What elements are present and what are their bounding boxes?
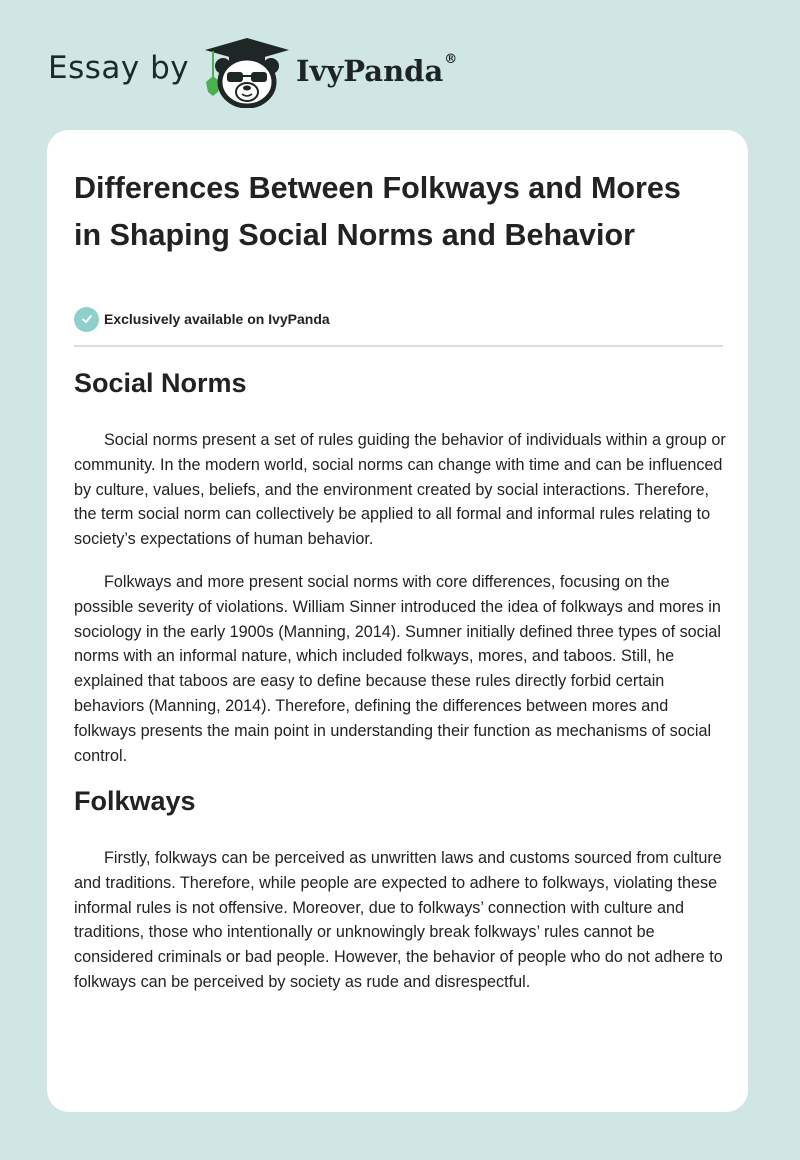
essay-card — [47, 130, 748, 1112]
brand-name[interactable] — [296, 54, 457, 88]
registered-mark: ® — [444, 52, 458, 67]
site-header — [0, 0, 800, 130]
paragraph: Folkways and more present social norms with core differences, focusing on the possible severity of violations. William Sinner introduced the idea of folkways and mores in sociology in the early 1900s (Manning, 2014). Sumner initially defined three types of social norms with an informal nature, which included folkways, mores, and taboos. Still, he explained that taboos are easy to define because these rules directly forbid certain behaviors (Manning, 2014). Therefore, defining the differences between mores and folkways presents the main point in understanding their function as mechanisms of social control. — [74, 573, 721, 765]
paragraph: Firstly, folkways can be perceived as unwritten laws and customs sourced from culture and traditions. Therefore, while people are expected to adhere to folkways, violating these informal rules is not offensive. Moreover, due to folkways’ connection with culture and traditions, those who intentionally or unknowingly break folkways’ rules cannot be considered criminals or bad people. However, the behavior of people who do not adhere to folkways can be perceived by society as rude and disrespectful. — [74, 849, 723, 991]
section-heading-folkways: Folkways — [74, 786, 196, 816]
panda-graduate-logo-icon[interactable] — [203, 36, 291, 108]
section-heading-social-norms: Social Norms — [74, 368, 247, 398]
check-circle-icon — [74, 307, 99, 332]
badge-text: Exclusively available on IvyPanda — [104, 311, 330, 327]
essay-by-label: Essay by — [48, 50, 190, 86]
divider — [74, 345, 723, 347]
exclusive-badge — [74, 306, 330, 332]
paragraph: Social norms present a set of rules guiding the behavior of individuals within a group or community. In the modern world, social norms can change with time and can be influenced by culture, values, beliefs, and the environment created by social interactions. Therefore, the term social norm can collectively be applied to all formal and informal rules relating to society’s expectations of human behavior. — [74, 431, 726, 549]
brand-text: IvyPanda — [296, 54, 444, 88]
page-title: Differences Between Folkways and Mores in Shaping Social Norms and Behavior — [74, 171, 681, 252]
